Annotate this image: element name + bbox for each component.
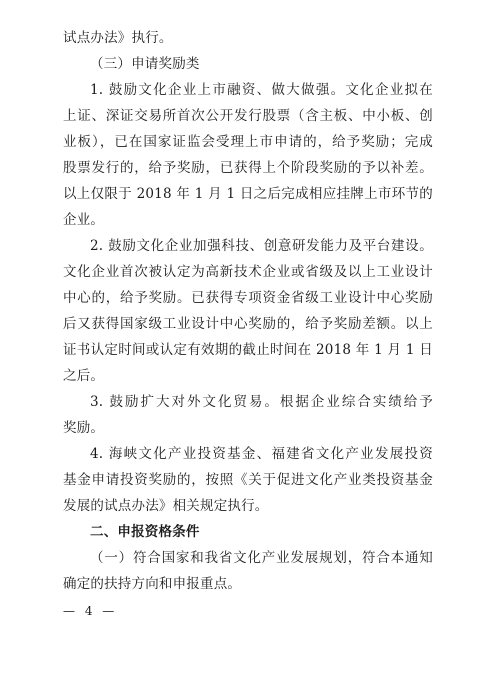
page-number: — 4 — [63, 604, 118, 618]
text-line-8: 企业。 [63, 212, 105, 228]
text-line-13: 证书认定时间或认定有效期的截止时间在 2018 年 1 月 1 日 [63, 342, 433, 358]
text-line-1: 试点办法》执行。 [63, 30, 173, 46]
text-line-12: 后又获得国家级工业设计中心奖励的，给予奖励差额。以上 [63, 316, 433, 332]
text-line-16: 奖励。 [63, 420, 105, 436]
text-line-21: （一）符合国家和我省文化产业发展规划，符合本通知 [90, 550, 433, 566]
text-line-18: 基金申请投资奖励的，按照《关于促进文化产业类投资基金 [63, 472, 433, 488]
text-line-9: 2. 鼓励文化企业加强科技、创意研发能力及平台建设。 [90, 238, 433, 254]
text-line-10: 文化企业首次被认定为高新技术企业或省级及以上工业设计 [63, 264, 433, 280]
text-line-3: 1. 鼓励文化企业上市融资、做大做强。文化企业拟在 [90, 82, 433, 98]
text-line-5: 业板），已在国家证监会受理上市申请的，给予奖励；完成 [63, 134, 433, 150]
text-line-11: 中心的，给予奖励。已获得专项资金省级工业设计中心奖励 [63, 290, 433, 306]
text-line-6: 股票发行的，给予奖励，已获得上个阶段奖励的予以补差。 [63, 160, 433, 176]
text-line-7: 以上仅限于 2018 年 1 月 1 日之后完成相应挂牌上市环节的 [63, 186, 433, 202]
text-line-22: 确定的扶持方向和申报重点。 [63, 576, 242, 592]
text-line-17: 4. 海峡文化产业投资基金、福建省文化产业发展投资 [90, 446, 433, 462]
text-line-19: 发展的试点办法》相关规定执行。 [63, 498, 269, 514]
section-heading-eligibility: 二、申报资格条件 [90, 524, 200, 540]
section-heading-apply-awards: （三）申请奖励类 [90, 56, 200, 72]
text-line-15: 3. 鼓励扩大对外文化贸易。根据企业综合实绩给予 [90, 394, 433, 410]
text-line-4: 上证、深证交易所首次公开发行股票（含主板、中小板、创 [63, 108, 433, 124]
text-line-14: 之后。 [63, 368, 105, 384]
